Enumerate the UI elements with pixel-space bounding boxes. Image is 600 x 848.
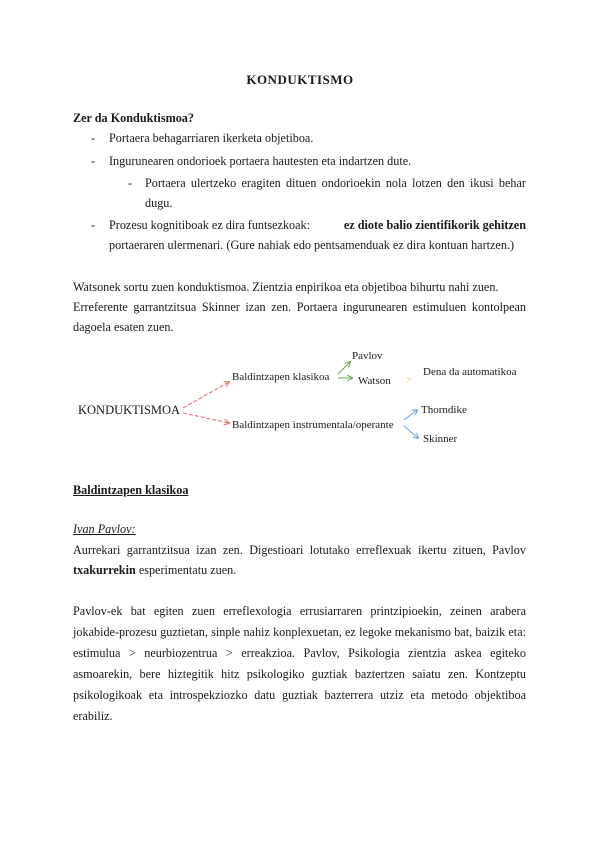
paragraph1-rest: esperimentatu zuen. <box>135 563 237 577</box>
section-heading-classic: Baldintzapen klasikoa <box>73 483 189 497</box>
diagram-gt-arrow: > <box>406 374 413 386</box>
paragraph2-line5: psikologikoak eta introspekziozko datu guztiak bazterrera utziz eta metodo objektiboa <box>73 688 526 702</box>
paragraph1-line2 <box>73 562 236 578</box>
bullet-dash: - <box>91 131 96 145</box>
paragraph2-line3: estimulua > neurbiozentrua > erreakzioa. Pavlov, Psikologia zientzia askea egiteko <box>73 646 526 660</box>
diagram-leaf-skinner: Skinner <box>423 433 458 445</box>
diagram-leaf-watson: Watson <box>358 375 391 387</box>
bullet-dash: - <box>91 154 96 168</box>
bullet-item-3-bold: ez diote balio zientifikorik gehitzen <box>343 218 526 232</box>
bullet-item-3-text: Prozesu kognitiboak ez dira funtsezkoak: <box>109 218 311 232</box>
diagram-root-label: KONDUKTISMOA <box>78 403 181 417</box>
sub-bullet-dash: - <box>128 176 133 190</box>
intro-line-2: Erreferente garrantzitsua Skinner izan zen. Portaera ingurunearen estimuluen kontolpean <box>73 300 526 314</box>
page-title: KONDUKTISMO <box>246 72 354 87</box>
arrow-operant-to-thorndike <box>404 410 417 420</box>
bullet-dash: - <box>91 218 96 232</box>
paragraph2-line2: jokabide-prozesu guztietan, sinple nahiz konplexuetan, ez legoke mekanismo bat, baizik eta: <box>73 625 526 639</box>
intro-line-1: Watsonek sortu zuen konduktismoa. Zientzia enpirikoa eta objetiboa bihurtu nahi zuen. <box>73 280 499 294</box>
bullet-item-1: Portaera behagarriaren ikerketa objetiboa. <box>109 131 314 145</box>
bullet-item-2: Ingurunearen ondorioek portaera hautesten eta indartzen dute. <box>109 154 412 168</box>
sub-bullet-item-line2: dugu. <box>145 196 173 210</box>
section-heading-what-is: Zer da Konduktismoa? <box>73 111 194 125</box>
bullet-item-3-line2: portaeraren ulermenari. (Gure nahiak edo pentsamenduak ez dira kontuan hartzen.) <box>109 238 515 252</box>
diagram-leaf-thorndike: Thorndike <box>421 404 467 416</box>
paragraph2-line4: asmoarekin, bere hiztegitik hitz psikologiko guztiak baztertzen saiatu zen. Kontzeptu <box>73 667 526 681</box>
arrow-root-to-classic <box>183 382 229 408</box>
diagram-result: Dena da automatikoa <box>423 366 517 378</box>
diagram-branch-classic: Baldintzapen klasikoa <box>232 371 330 383</box>
diagram-leaf-pavlov: Pavlov <box>352 350 383 362</box>
subheading-ivan-pavlov: Ivan Pavlov: <box>73 522 136 536</box>
arrow-classic-to-pavlov <box>338 362 350 374</box>
paragraph2-line1: Pavlov-ek bat egiten zuen erreflexologia errusiarraren printzipioekin, zeinen arabera <box>73 604 526 618</box>
diagram-branch-operant: Baldintzapen instrumentala/operante <box>232 419 394 431</box>
sub-bullet-item-line1: Portaera ulertzeko eragiten dituen ondorioekin nola lotzen den ikusi behar <box>145 176 526 190</box>
paragraph2-line6: erabiliz. <box>73 709 113 723</box>
paragraph1-line1: Aurrekari garrantzitsua izan zen. Digestioari lotutako erreflexuak ikertu zituen, Pavlov <box>73 543 526 557</box>
arrow-root-to-operant <box>183 413 229 423</box>
paragraph1-bold-word: txakurrekin <box>73 563 136 577</box>
arrow-operant-to-skinner <box>404 426 418 438</box>
intro-line-3: dagoela esaten zuen. <box>73 320 174 334</box>
